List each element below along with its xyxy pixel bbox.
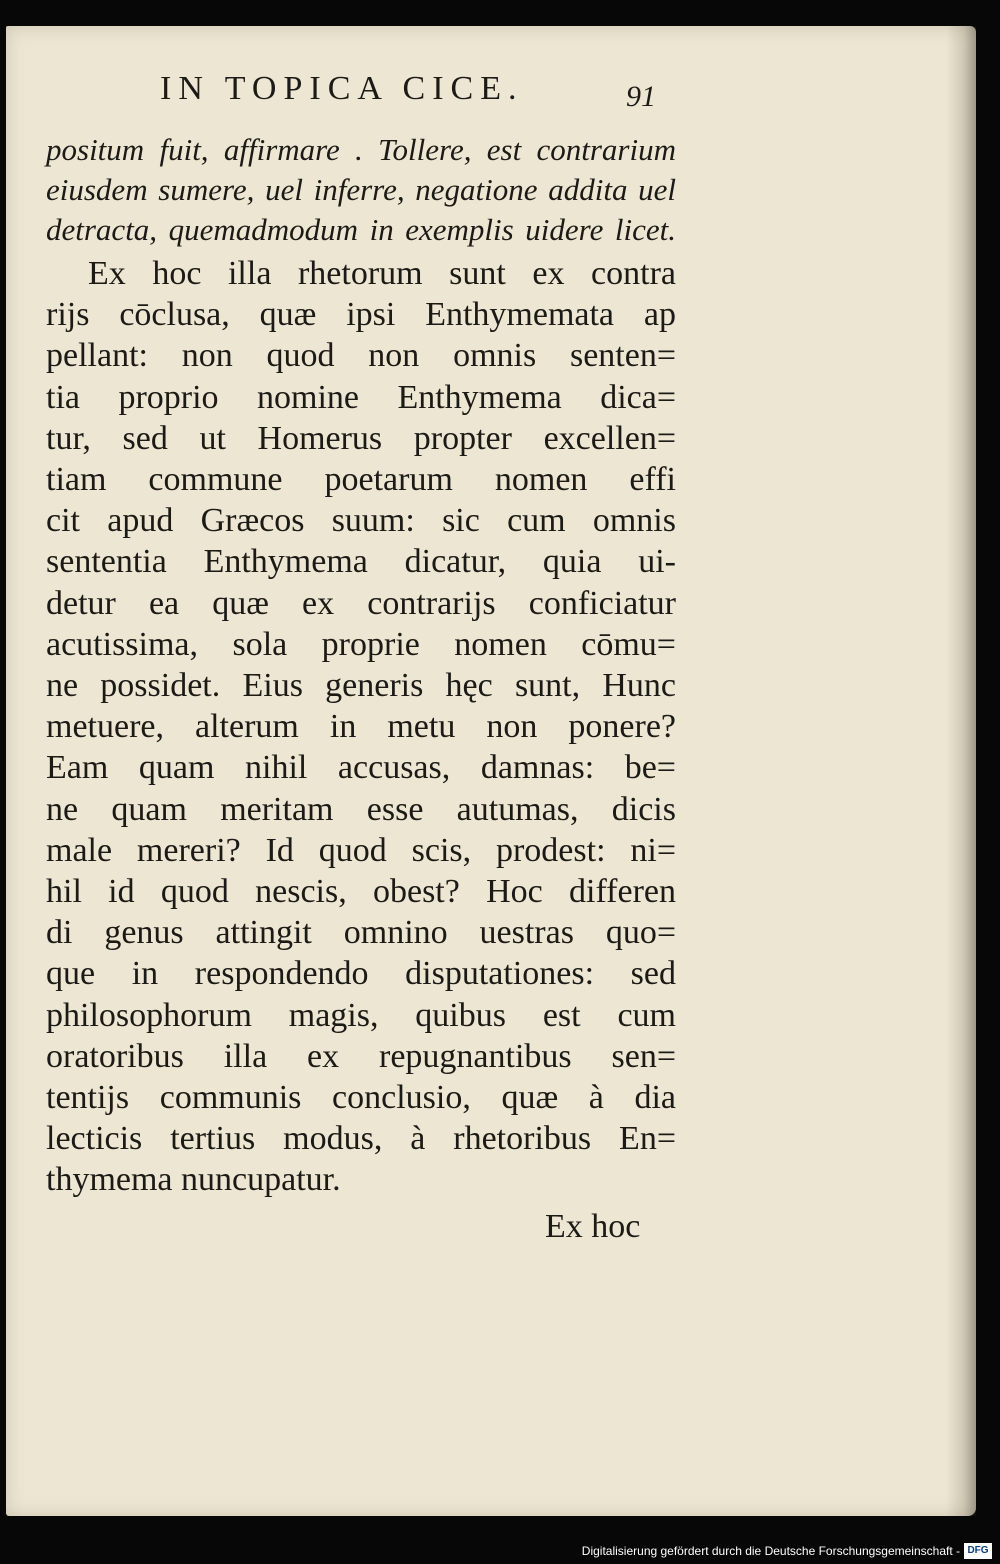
dfg-logo-icon: DFG — [964, 1543, 992, 1559]
text-line: positum fuit, affirmare . Tollere, est contrarium — [46, 132, 676, 167]
text-line: thymema nuncupatur. — [46, 1161, 341, 1199]
text-line: tentijs communis conclusio, quæ à dia — [46, 1079, 676, 1117]
running-title: IN TOPICA CICE. — [160, 70, 524, 107]
text-line: hil id quod nescis, obest? Hoc differen — [46, 873, 676, 911]
text-line: Eam quam nihil accusas, damnas: be= — [46, 749, 676, 787]
text-line: eiusdem sumere, uel inferre, negatione addita uel — [46, 172, 676, 207]
text-line: sententia Enthymema dicatur, quia ui- — [46, 543, 676, 581]
text-line: tur, sed ut Homerus propter excellen= — [46, 419, 676, 457]
digitization-footer — [0, 1540, 1000, 1564]
text-line: oratoribus illa ex repugnantibus sen= — [46, 1037, 676, 1075]
text-line: cit apud Græcos suum: sic cum omnis — [46, 502, 676, 540]
text-line: acutissima, sola proprie nomen cōmu= — [46, 625, 676, 663]
text-line: philosophorum magis, quibus est cum — [46, 996, 676, 1034]
text-line: Ex hoc illa rhetorum sunt ex contra — [88, 255, 676, 292]
text-line: rijs cōclusa, quæ ipsi Enthymemata ap — [46, 296, 676, 334]
footer-credit: Digitalisierung gefördert durch die Deutsche Forschungsgemeinschaft - — [581, 1544, 960, 1558]
text-line: ne possidet. Eius generis hęc sunt, Hunc — [46, 667, 676, 705]
italic-text-block — [46, 130, 676, 250]
page-number: 91 — [626, 80, 656, 113]
text-line: pellant: non quod non omnis senten= — [46, 337, 676, 375]
catchword: Ex hoc — [545, 1208, 641, 1245]
main-text-block — [46, 253, 676, 1201]
text-line: detracta, quemadmodum in exemplis uidere licet. — [46, 212, 676, 247]
text-line: male mereri? Id quod scis, prodest: ni= — [46, 831, 676, 869]
text-line: di genus attingit omnino uestras quo= — [46, 914, 676, 952]
text-line: tiam commune poetarum nomen effi — [46, 461, 676, 499]
text-line: tia proprio nomine Enthymema dica= — [46, 378, 676, 416]
text-line: detur ea quæ ex contrarijs conficiatur — [46, 584, 676, 622]
text-line: metuere, alterum in metu non ponere? — [46, 708, 676, 746]
text-line: lecticis tertius modus, à rhetoribus En= — [46, 1120, 676, 1158]
text-line: que in respondendo disputationes: sed — [46, 955, 676, 993]
text-line: ne quam meritam esse autumas, dicis — [46, 790, 676, 828]
